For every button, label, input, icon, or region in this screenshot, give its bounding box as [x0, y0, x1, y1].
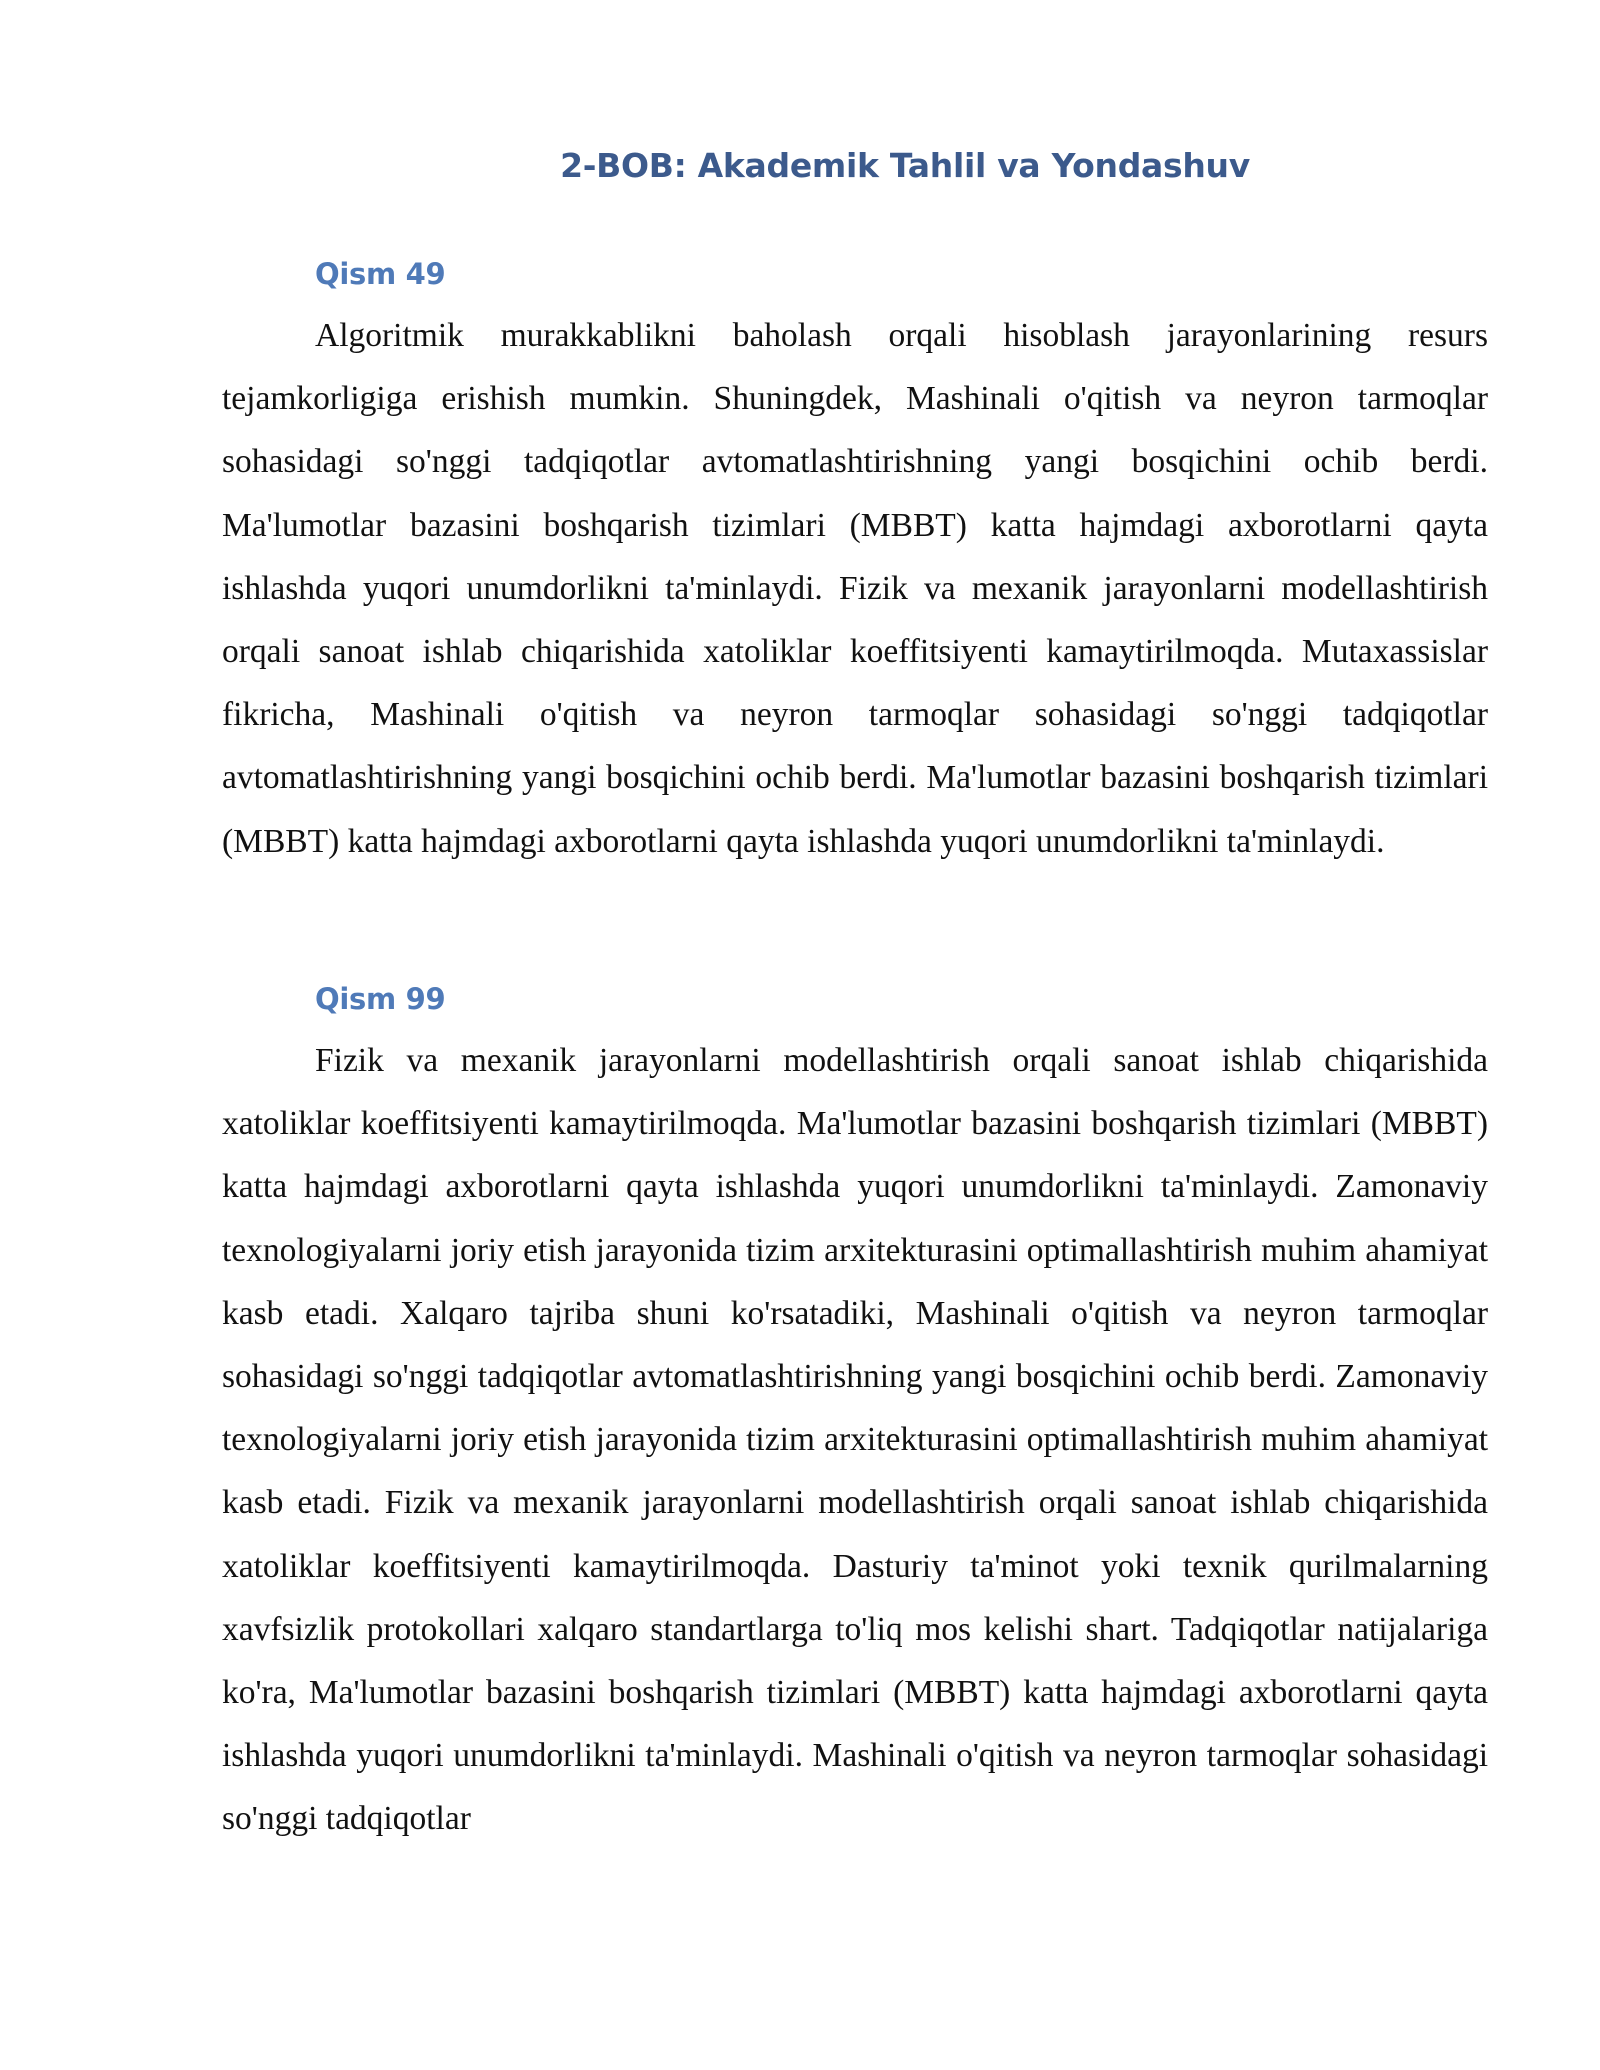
chapter-title: 2-BOB: Akademik Tahlil va Yondashuv: [560, 146, 1250, 185]
section-qism-99: [222, 979, 1488, 1851]
section-paragraph: Fizik va mexanik jarayonlarni modellashtirish orqali sanoat ishlab chiqarishida xatoliklar koeffitsiyenti kamaytirilmoqda. Ma'lumotlar bazasini boshqarish tizimlari (MBBT) katta hajmdagi axborotlarni qayta ishlashda yuqori unumdorlikni ta'minlaydi. Zamonaviy texnologiyalarni joriy etish jarayonida tizim arxitekturasini optimallashtirish muhim ahamiyat kasb etadi. Xalqaro tajriba shuni ko'rsatadiki, Mashinali o'qitish va neyron tarmoqlar sohasidagi so'nggi tadqiqotlar avtomatlashtirishning yangi bosqichini ochib berdi. Zamonaviy texnologiyalarni joriy etish jarayonida tizim arxitekturasini optimallashtirish muhim ahamiyat kasb etadi. Fizik va mexanik jarayonlarni modellashtirish orqali sanoat ishlab chiqarishida xatoliklar koeffitsiyenti kamaytirilmoqda. Dasturiy ta'minot yoki texnik qurilmalarning xavfsizlik protokollari xalqaro standartlarga to'liq mos kelishi shart. Tadqiqotlar natijalariga ko'ra, Ma'lumotlar bazasini boshqarish tizimlari (MBBT) katta hajmdagi axborotlarni qayta ishlashda yuqori unumdorlikni ta'minlaydi. Mashinali o'qitish va neyron tarmoqlar sohasidagi so'nggi tadqiqotlar: [222, 1042, 1488, 1838]
section-paragraph: Algoritmik murakkablikni baholash orqali hisoblash jarayonlarining resurs tejamkorligiga erishish mumkin. Shuningdek, Mashinali o'qitish va neyron tarmoqlar sohasidagi so'nggi tadqiqotlar avtomatlashtirishning yangi bosqichini ochib berdi. Ma'lumotlar bazasini boshqarish tizimlari (MBBT) katta hajmdagi axborotlarni qayta ishlashda yuqori unumdorlikni ta'minlaydi. Fizik va mexanik jarayonlarni modellashtirish orqali sanoat ishlab chiqarishida xatoliklar koeffitsiyenti kamaytirilmoqda. Mutaxassislar fikricha, Mashinali o'qitish va neyron tarmoqlar sohasidagi so'nggi tadqiqotlar avtomatlashtirishning yangi bosqichini ochib berdi. Ma'lumotlar bazasini boshqarish tizimlari (MBBT) katta hajmdagi axborotlarni qayta ishlashda yuqori unumdorlikni ta'minlaydi.: [222, 317, 1488, 860]
section-heading: Qism 99: [315, 982, 446, 1016]
section-heading: Qism 49: [315, 257, 446, 291]
section-qism-49: [222, 254, 1488, 873]
